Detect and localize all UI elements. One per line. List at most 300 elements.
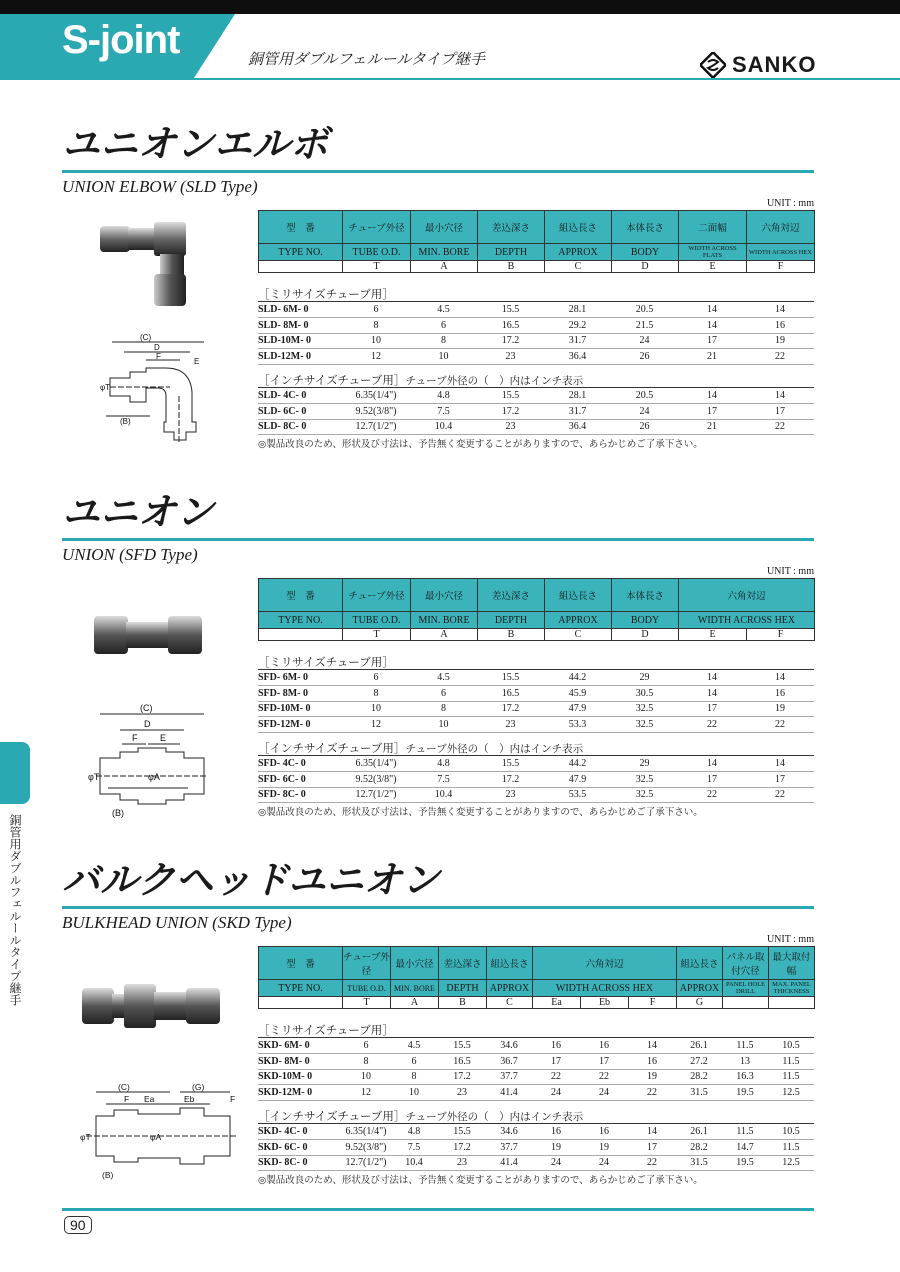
spec-value-cell: 26.1 bbox=[690, 1039, 708, 1051]
skd-dim-a: φA bbox=[150, 1132, 162, 1142]
skd-col-panelmax-en: MAX. PANEL THICKNESS bbox=[769, 980, 815, 997]
spec-value-cell: 15.5 bbox=[453, 1039, 471, 1051]
sfd-inch-label-row bbox=[258, 740, 814, 756]
skd-inch-row bbox=[258, 1140, 814, 1156]
sfd-inch-label: ［インチサイズチューブ用］ bbox=[258, 741, 406, 755]
spec-value-cell: 8 bbox=[441, 335, 446, 347]
skd-dim-c: (C) bbox=[118, 1082, 130, 1092]
skd-col-approx2-jp: 組込長さ bbox=[677, 947, 723, 980]
model-number-cell: SFD- 6C- 0 bbox=[258, 773, 306, 785]
skd-header-sym-row bbox=[259, 997, 815, 1009]
model-number-cell: SFD- 4C- 0 bbox=[258, 757, 306, 769]
sld-dim-b: (B) bbox=[120, 417, 131, 426]
sfd-dimension-drawing bbox=[88, 700, 208, 820]
sfd-dim-t: φT bbox=[88, 772, 100, 782]
page-number: 90 bbox=[64, 1216, 92, 1234]
spec-value-cell: 22 bbox=[707, 789, 717, 801]
spec-value-cell: 16.5 bbox=[453, 1055, 471, 1067]
spec-value-cell: 10 bbox=[409, 1087, 419, 1099]
sld-col-flats-jp: 二面幅 bbox=[679, 211, 747, 244]
skd-title-en: BULKHEAD UNION (SKD Type) bbox=[62, 913, 292, 932]
sfd-sym-d: D bbox=[612, 629, 679, 641]
sfd-mm-rows bbox=[258, 670, 814, 733]
spec-value-cell: 29 bbox=[639, 671, 650, 683]
spec-value-cell: 6 bbox=[411, 1055, 417, 1067]
sld-inch-group bbox=[258, 372, 814, 435]
sfd-col-tube-en: TUBE O.D. bbox=[343, 612, 411, 629]
sld-note: ◎製品改良のため、形状及び寸法は、予告無く変更することがありますので、あらかじめご了承下さい。 bbox=[258, 439, 703, 450]
spec-value-cell: 20.5 bbox=[635, 389, 654, 401]
sld-inch-row bbox=[258, 388, 814, 404]
spec-value-cell: 23 bbox=[505, 421, 516, 433]
skd-dim-f1: F bbox=[124, 1094, 130, 1104]
sld-col-bore-en: MIN. BORE bbox=[411, 244, 478, 261]
sfd-sym-a: A bbox=[411, 629, 478, 641]
spec-value-cell: 47.9 bbox=[568, 703, 587, 715]
sfd-sym-b: B bbox=[478, 629, 545, 641]
spec-value-cell: 28.2 bbox=[690, 1071, 708, 1083]
spec-value-cell: 16.5 bbox=[501, 687, 520, 699]
spec-value-cell: 31.5 bbox=[690, 1087, 708, 1099]
skd-sym-b: B bbox=[439, 997, 487, 1009]
skd-mm-label: ［ミリサイズチューブ用］ bbox=[258, 1022, 814, 1038]
maker-name: SANKO bbox=[732, 52, 817, 77]
spec-value-cell: 22 bbox=[775, 351, 785, 363]
spec-value-cell: 11.5 bbox=[782, 1055, 800, 1067]
skd-mm-group bbox=[258, 1022, 814, 1101]
spec-value-cell: 19 bbox=[551, 1141, 561, 1153]
sfd-inch-row bbox=[258, 756, 814, 772]
sfd-note: ◎製品改良のため、形状及び寸法は、予告無く変更することがありますので、あらかじめご了承下さい。 bbox=[258, 807, 703, 818]
spec-value-cell: 44.2 bbox=[568, 757, 587, 769]
spec-value-cell: 28.1 bbox=[568, 303, 587, 315]
sfd-unit-label: UNIT : mm bbox=[766, 566, 814, 577]
sfd-header-en-row bbox=[259, 612, 815, 629]
sld-col-tube-jp: チューブ外径 bbox=[343, 211, 411, 244]
spec-value-cell: 19.5 bbox=[736, 1087, 754, 1099]
spec-value-cell: 17 bbox=[707, 773, 717, 785]
model-number-cell: SKD-10M- 0 bbox=[258, 1071, 313, 1083]
spec-value-cell: 6 bbox=[363, 1039, 369, 1051]
skd-sym-10 bbox=[769, 997, 815, 1009]
section-sld bbox=[62, 120, 814, 460]
spec-value-cell: 10 bbox=[361, 1071, 371, 1083]
sfd-mm-row bbox=[258, 670, 814, 686]
sfd-col-bore-en: MIN. BORE bbox=[411, 612, 478, 629]
skd-header-jp-row bbox=[259, 947, 815, 980]
spec-value-cell: 47.9 bbox=[568, 773, 587, 785]
sfd-header-sym-row bbox=[259, 629, 815, 641]
spec-value-cell: 15.5 bbox=[501, 389, 520, 401]
spec-value-cell: 8 bbox=[441, 703, 446, 715]
sld-inch-label: ［インチサイズチューブ用］ bbox=[258, 373, 406, 387]
model-number-cell: SKD- 8C- 0 bbox=[258, 1157, 308, 1169]
sfd-col-approx-jp: 組込長さ bbox=[545, 579, 612, 612]
section-skd bbox=[62, 856, 814, 1196]
sfd-header-jp-row bbox=[259, 579, 815, 612]
sfd-sym-t: T bbox=[343, 629, 411, 641]
sld-title-en: UNION ELBOW (SLD Type) bbox=[62, 177, 258, 196]
sld-dimension-drawing bbox=[100, 332, 210, 448]
spec-value-cell: 14 bbox=[707, 687, 717, 699]
skd-mm-row bbox=[258, 1054, 814, 1070]
sld-sym-0 bbox=[259, 261, 343, 273]
spec-value-cell: 19 bbox=[775, 703, 785, 715]
spec-value-cell: 32.5 bbox=[635, 773, 654, 785]
spec-value-cell: 26 bbox=[639, 421, 650, 433]
sld-col-body-en: BODY bbox=[612, 244, 679, 261]
sfd-inch-row bbox=[258, 788, 814, 804]
spec-value-cell: 12.7(1/2") bbox=[355, 421, 397, 433]
sld-unit-label: UNIT : mm bbox=[766, 198, 814, 209]
skd-dim-b: (B) bbox=[102, 1170, 114, 1180]
spec-value-cell: 10.4 bbox=[434, 421, 453, 433]
spec-value-cell: 6 bbox=[373, 671, 379, 683]
skd-col-type-en: TYPE NO. bbox=[259, 980, 343, 997]
spec-value-cell: 11.5 bbox=[782, 1141, 800, 1153]
model-number-cell: SLD-12M- 0 bbox=[258, 351, 312, 363]
sld-sym-f: F bbox=[747, 261, 815, 273]
skd-sym-f: F bbox=[629, 997, 677, 1009]
spec-value-cell: 4.5 bbox=[437, 303, 450, 315]
sld-col-type-jp: 型 番 bbox=[259, 211, 343, 244]
spec-value-cell: 17.2 bbox=[501, 773, 520, 785]
skd-sym-t: T bbox=[343, 997, 391, 1009]
skd-unit-label: UNIT : mm bbox=[766, 934, 814, 945]
spec-value-cell: 12.7(1/2") bbox=[355, 789, 397, 801]
sld-mm-label: ［ミリサイズチューブ用］ bbox=[258, 286, 814, 302]
model-number-cell: SKD- 6M- 0 bbox=[258, 1039, 310, 1051]
spec-value-cell: 15.5 bbox=[501, 303, 520, 315]
spec-value-cell: 24 bbox=[551, 1157, 561, 1169]
sld-dim-d: D bbox=[154, 343, 160, 352]
spec-value-cell: 4.8 bbox=[437, 389, 450, 401]
skd-inch-sub: チューブ外径の（ ）内はインチ表示 bbox=[405, 1111, 584, 1123]
spec-value-cell: 12 bbox=[361, 1087, 371, 1099]
model-number-cell: SLD- 6C- 0 bbox=[258, 405, 307, 417]
spec-value-cell: 10.5 bbox=[782, 1125, 800, 1137]
sld-col-type-en: TYPE NO. bbox=[259, 244, 343, 261]
spec-value-cell: 7.5 bbox=[407, 1141, 421, 1153]
spec-value-cell: 24 bbox=[599, 1157, 609, 1169]
sfd-product-photo bbox=[92, 612, 204, 658]
top-black-bar bbox=[0, 0, 900, 14]
side-tab-text: 銅管用ダブルフェルールタイプ継手 bbox=[8, 814, 22, 1006]
skd-mm-row bbox=[258, 1038, 814, 1054]
section-sfd bbox=[62, 488, 814, 828]
sfd-mm-row bbox=[258, 717, 814, 733]
skd-mm-row bbox=[258, 1070, 814, 1086]
sld-sym-b: B bbox=[478, 261, 545, 273]
footer-rule bbox=[62, 1208, 814, 1211]
spec-value-cell: 28.2 bbox=[690, 1141, 708, 1153]
skd-sym-0 bbox=[259, 997, 343, 1009]
model-number-cell: SLD- 8M- 0 bbox=[258, 319, 309, 331]
sld-col-approx-jp: 組込長さ bbox=[545, 211, 612, 244]
skd-col-depth-en: DEPTH bbox=[439, 980, 487, 997]
skd-col-tube-en: TUBE O.D. bbox=[343, 980, 391, 997]
spec-value-cell: 9.52(3/8") bbox=[345, 1141, 387, 1153]
spec-value-cell: 7.5 bbox=[437, 405, 450, 417]
spec-value-cell: 32.5 bbox=[635, 703, 654, 715]
spec-value-cell: 8 bbox=[373, 687, 379, 699]
sfd-col-body-en: BODY bbox=[612, 612, 679, 629]
spec-value-cell: 11.5 bbox=[736, 1125, 754, 1137]
sld-inch-rows bbox=[258, 388, 814, 435]
sld-sym-e: E bbox=[679, 261, 747, 273]
sfd-col-depth-en: DEPTH bbox=[478, 612, 545, 629]
spec-value-cell: 28.1 bbox=[568, 389, 587, 401]
spec-value-cell: 16 bbox=[551, 1039, 561, 1051]
spec-value-cell: 31.7 bbox=[568, 405, 587, 417]
spec-value-cell: 22 bbox=[647, 1087, 657, 1099]
spec-value-cell: 34.6 bbox=[500, 1039, 518, 1051]
spec-value-cell: 29 bbox=[639, 757, 650, 769]
spec-value-cell: 36.7 bbox=[500, 1055, 518, 1067]
spec-value-cell: 7.5 bbox=[437, 773, 450, 785]
spec-value-cell: 21 bbox=[707, 421, 717, 433]
spec-value-cell: 14 bbox=[647, 1125, 657, 1137]
spec-value-cell: 8 bbox=[373, 319, 379, 331]
skd-col-type-jp: 型 番 bbox=[259, 947, 343, 980]
sfd-dim-e: E bbox=[160, 733, 167, 743]
spec-value-cell: 10 bbox=[438, 719, 449, 731]
sanko-emblem-icon bbox=[700, 52, 726, 78]
spec-value-cell: 6.35(1/4") bbox=[345, 1125, 387, 1137]
sld-dim-c: (C) bbox=[140, 333, 152, 342]
model-number-cell: SLD- 4C- 0 bbox=[258, 389, 307, 401]
model-number-cell: SLD-10M- 0 bbox=[258, 335, 312, 347]
header-subtitle: 銅管用ダブルフェルールタイプ継手 bbox=[248, 50, 486, 68]
spec-value-cell: 22 bbox=[599, 1071, 609, 1083]
model-number-cell: SKD- 8M- 0 bbox=[258, 1055, 310, 1067]
spec-value-cell: 32.5 bbox=[635, 789, 654, 801]
sld-mm-row bbox=[258, 349, 814, 365]
spec-value-cell: 17 bbox=[707, 405, 717, 417]
spec-value-cell: 23 bbox=[505, 351, 516, 363]
skd-header-en-row bbox=[259, 980, 815, 997]
skd-col-approx-en: APPROX bbox=[487, 980, 533, 997]
spec-value-cell: 4.8 bbox=[407, 1125, 421, 1137]
spec-value-cell: 22 bbox=[551, 1071, 561, 1083]
sld-sym-t: T bbox=[343, 261, 411, 273]
sfd-col-type-en: TYPE NO. bbox=[259, 612, 343, 629]
sld-mm-group bbox=[258, 286, 814, 365]
sfd-dim-b: (B) bbox=[112, 808, 124, 818]
sld-mm-row bbox=[258, 302, 814, 318]
sld-header-jp-row bbox=[259, 211, 815, 244]
skd-col-panelmax-jp: 最大取付幅 bbox=[769, 947, 815, 980]
skd-col-bore-en: MIN. BORE bbox=[391, 980, 439, 997]
sld-mm-rows bbox=[258, 302, 814, 365]
spec-value-cell: 14 bbox=[775, 757, 785, 769]
model-number-cell: SKD- 4C- 0 bbox=[258, 1125, 308, 1137]
model-number-cell: SKD-12M- 0 bbox=[258, 1087, 313, 1099]
sfd-col-bore-jp: 最小穴径 bbox=[411, 579, 478, 612]
spec-value-cell: 32.5 bbox=[635, 719, 654, 731]
spec-value-cell: 23 bbox=[457, 1087, 467, 1099]
sfd-col-body-jp: 本体長さ bbox=[612, 579, 679, 612]
sld-header-sym-row bbox=[259, 261, 815, 273]
sfd-dim-f: F bbox=[132, 733, 138, 743]
spec-value-cell: 17 bbox=[775, 405, 785, 417]
spec-value-cell: 36.4 bbox=[568, 351, 587, 363]
skd-sym-a: A bbox=[391, 997, 439, 1009]
spec-value-cell: 9.52(3/8") bbox=[355, 405, 397, 417]
spec-value-cell: 41.4 bbox=[500, 1087, 518, 1099]
spec-value-cell: 19 bbox=[775, 335, 785, 347]
spec-value-cell: 16 bbox=[599, 1125, 609, 1137]
skd-col-depth-jp: 差込深さ bbox=[439, 947, 487, 980]
skd-title-rule bbox=[62, 906, 814, 909]
sfd-title-en: UNION (SFD Type) bbox=[62, 545, 198, 564]
spec-value-cell: 26 bbox=[639, 351, 650, 363]
model-number-cell: SFD-12M- 0 bbox=[258, 719, 311, 731]
sfd-col-tube-jp: チューブ外径 bbox=[343, 579, 411, 612]
sld-sym-c: C bbox=[545, 261, 612, 273]
skd-col-panelhole-en: PANEL HOLE DRILL bbox=[723, 980, 769, 997]
spec-value-cell: 37.7 bbox=[500, 1141, 518, 1153]
spec-value-cell: 6.35(1/4") bbox=[355, 757, 397, 769]
sfd-spec-table bbox=[258, 578, 815, 641]
model-number-cell: SLD- 8C- 0 bbox=[258, 421, 307, 433]
sld-sym-d: D bbox=[612, 261, 679, 273]
sld-inch-label-row bbox=[258, 372, 814, 388]
skd-sym-c: C bbox=[487, 997, 533, 1009]
sfd-mm-row bbox=[258, 686, 814, 702]
spec-value-cell: 17 bbox=[599, 1055, 609, 1067]
spec-value-cell: 10 bbox=[438, 351, 449, 363]
spec-value-cell: 31.7 bbox=[568, 335, 587, 347]
model-number-cell: SKD- 6C- 0 bbox=[258, 1141, 308, 1153]
sld-sym-a: A bbox=[411, 261, 478, 273]
spec-value-cell: 22 bbox=[775, 719, 785, 731]
spec-value-cell: 17 bbox=[775, 773, 785, 785]
spec-value-cell: 26.1 bbox=[690, 1125, 708, 1137]
spec-value-cell: 20.5 bbox=[635, 303, 654, 315]
sld-col-depth-jp: 差込深さ bbox=[478, 211, 545, 244]
spec-value-cell: 16 bbox=[647, 1055, 657, 1067]
skd-mm-row bbox=[258, 1085, 814, 1101]
model-number-cell: SFD- 8C- 0 bbox=[258, 789, 306, 801]
spec-value-cell: 14 bbox=[707, 389, 717, 401]
sld-header-en-row bbox=[259, 244, 815, 261]
spec-value-cell: 21.5 bbox=[635, 319, 654, 331]
spec-value-cell: 12 bbox=[371, 351, 381, 363]
spec-value-cell: 14 bbox=[775, 303, 785, 315]
skd-sym-9 bbox=[723, 997, 769, 1009]
sld-spec-table bbox=[258, 210, 815, 273]
skd-inch-label: ［インチサイズチューブ用］ bbox=[258, 1109, 406, 1123]
sfd-sym-c: C bbox=[545, 629, 612, 641]
spec-value-cell: 36.4 bbox=[568, 421, 587, 433]
skd-note: ◎製品改良のため、形状及び寸法は、予告無く変更することがありますので、あらかじめご了承下さい。 bbox=[258, 1175, 703, 1186]
spec-value-cell: 34.6 bbox=[500, 1125, 518, 1137]
skd-inch-rows bbox=[258, 1124, 814, 1171]
sfd-inch-row bbox=[258, 772, 814, 788]
sfd-sym-e: E bbox=[679, 629, 747, 641]
sld-col-bore-jp: 最小穴径 bbox=[411, 211, 478, 244]
sld-col-approx-en: APPROX bbox=[545, 244, 612, 261]
spec-value-cell: 16 bbox=[599, 1039, 609, 1051]
skd-col-tube-jp: チューブ外径 bbox=[343, 947, 391, 980]
spec-value-cell: 10 bbox=[371, 335, 381, 347]
spec-value-cell: 17.2 bbox=[453, 1071, 471, 1083]
spec-value-cell: 24 bbox=[639, 405, 650, 417]
sfd-col-depth-jp: 差込深さ bbox=[478, 579, 545, 612]
spec-value-cell: 4.8 bbox=[437, 757, 450, 769]
spec-value-cell: 16 bbox=[551, 1125, 561, 1137]
sld-col-depth-en: DEPTH bbox=[478, 244, 545, 261]
skd-col-hex-en: WIDTH ACROSS HEX bbox=[533, 980, 677, 997]
sfd-dim-c: (C) bbox=[140, 703, 153, 713]
skd-inch-label-row bbox=[258, 1108, 814, 1124]
skd-col-approx2-en: APPROX bbox=[677, 980, 723, 997]
spec-value-cell: 15.5 bbox=[501, 671, 520, 683]
spec-value-cell: 37.7 bbox=[500, 1071, 518, 1083]
header-teal-line bbox=[0, 78, 900, 80]
spec-value-cell: 24 bbox=[639, 335, 650, 347]
spec-value-cell: 12.7(1/2") bbox=[345, 1157, 387, 1169]
skd-dim-t: φT bbox=[80, 1132, 91, 1142]
skd-spec-table bbox=[258, 946, 815, 1009]
skd-dimension-drawing bbox=[80, 1082, 240, 1182]
skd-product-photo bbox=[80, 982, 222, 1030]
model-number-cell: SFD- 6M- 0 bbox=[258, 671, 308, 683]
sfd-title-jp: ユニオン bbox=[62, 489, 215, 534]
spec-value-cell: 4.5 bbox=[437, 671, 450, 683]
skd-col-approx-jp: 組込長さ bbox=[487, 947, 533, 980]
spec-value-cell: 8 bbox=[363, 1055, 369, 1067]
spec-value-cell: 12.5 bbox=[782, 1087, 800, 1099]
skd-inch-group bbox=[258, 1108, 814, 1171]
spec-value-cell: 6.35(1/4") bbox=[355, 389, 397, 401]
sfd-sym-f: F bbox=[747, 629, 815, 641]
sld-inch-row bbox=[258, 420, 814, 436]
spec-value-cell: 30.5 bbox=[635, 687, 654, 699]
sfd-mm-row bbox=[258, 702, 814, 718]
spec-value-cell: 4.5 bbox=[407, 1039, 421, 1051]
spec-value-cell: 6 bbox=[373, 303, 379, 315]
spec-value-cell: 12.5 bbox=[782, 1157, 800, 1169]
spec-value-cell: 23 bbox=[457, 1157, 467, 1169]
sld-dim-e: E bbox=[194, 357, 200, 366]
skd-title-jp: バルクヘッドユニオン bbox=[62, 857, 440, 902]
spec-value-cell: 14 bbox=[775, 671, 785, 683]
sfd-dim-d: D bbox=[144, 719, 151, 729]
sld-col-flats-en: WIDTH ACROSS FLATS bbox=[679, 244, 747, 261]
sld-col-hex-jp: 六角対辺 bbox=[747, 211, 815, 244]
sfd-inch-rows bbox=[258, 756, 814, 803]
spec-value-cell: 17 bbox=[707, 703, 717, 715]
skd-col-panelhole-jp: パネル取付穴径 bbox=[723, 947, 769, 980]
skd-dim-g: (G) bbox=[192, 1082, 205, 1092]
sfd-col-type-jp: 型 番 bbox=[259, 579, 343, 612]
skd-mm-rows bbox=[258, 1038, 814, 1101]
skd-sym-eb: Eb bbox=[581, 997, 629, 1009]
spec-value-cell: 17 bbox=[707, 335, 717, 347]
spec-value-cell: 17.2 bbox=[453, 1141, 471, 1153]
spec-value-cell: 11.5 bbox=[782, 1071, 800, 1083]
spec-value-cell: 27.2 bbox=[690, 1055, 708, 1067]
skd-col-bore-jp: 最小穴径 bbox=[391, 947, 439, 980]
spec-value-cell: 14 bbox=[707, 303, 717, 315]
sfd-inch-sub: チューブ外径の（ ）内はインチ表示 bbox=[405, 743, 584, 755]
spec-value-cell: 11.5 bbox=[736, 1039, 754, 1051]
spec-value-cell: 45.9 bbox=[568, 687, 587, 699]
sld-dim-t: φT bbox=[100, 383, 111, 392]
side-tab bbox=[0, 742, 30, 804]
